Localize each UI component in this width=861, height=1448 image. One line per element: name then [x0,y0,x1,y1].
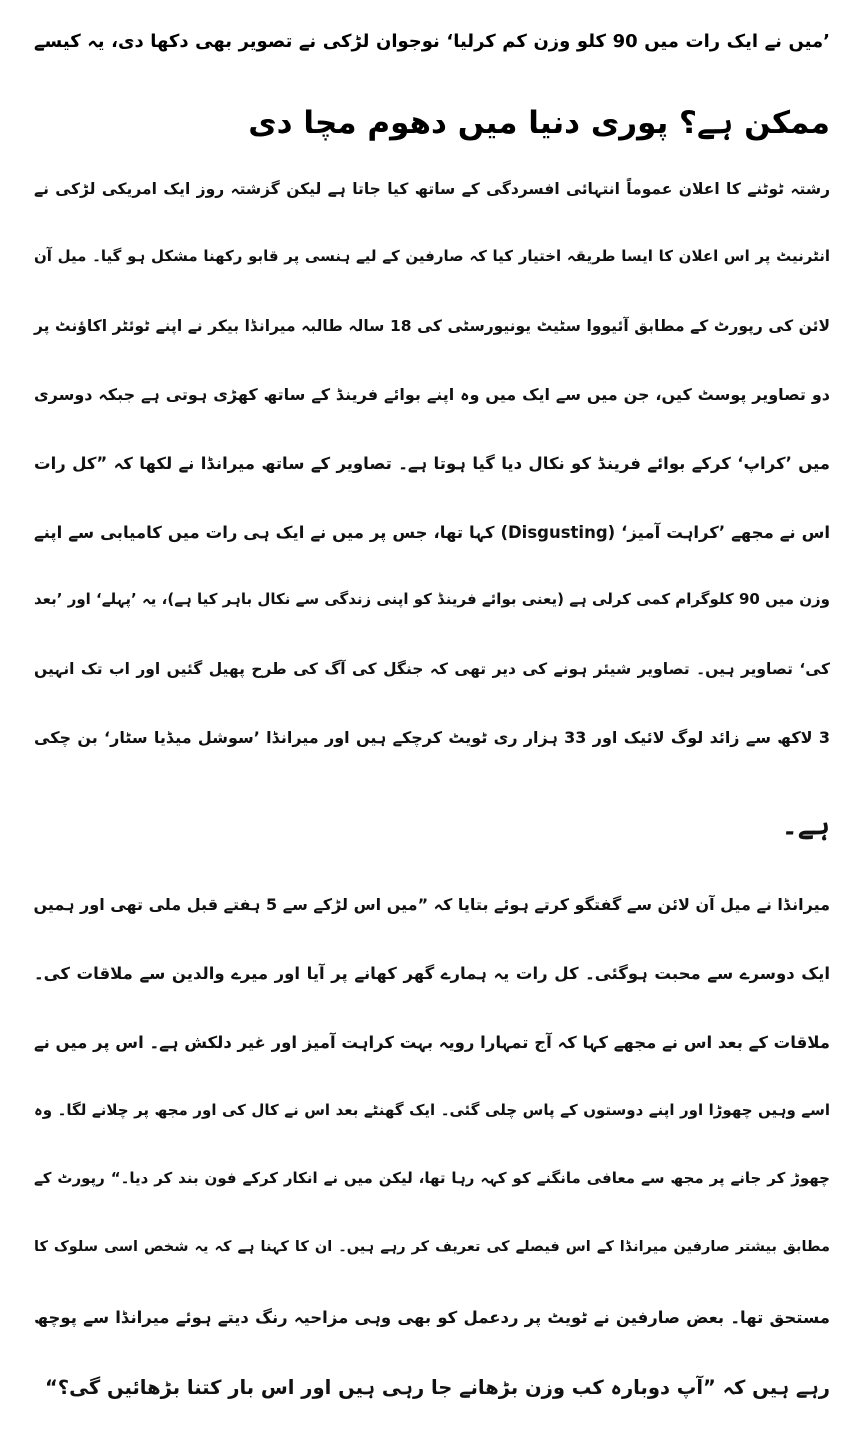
paragraph-line: ملاقات کے بعد اس نے مجھے کہا کہ آج تمہارا رویہ بہت کراہت آمیز اور غیر دلکش ہے۔ اس پر میں نے [33,1033,830,1052]
paragraph-line: میں ’کراپ‘ کرکے بوائے فرینڈ کو نکال دیا گیا ہوتا ہے۔ تصاویر کے ساتھ میرانڈا نے لکھا کہ ”کل رات [34,454,830,473]
paragraph-line: کی‘ تصاویر ہیں۔ تصاویر شیئر ہونے کی دیر تھی کہ جنگل کی آگ کی طرح پھیل گئیں اور اب تک انہیں [34,660,830,678]
paragraph-line: 3 لاکھ سے زائد لوگ لائیک اور 33 ہزار ری ٹویٹ کرچکے ہیں اور میرانڈا ’سوشل میڈیا سٹار‘ بن چکی [34,728,830,747]
paragraph-line: انٹرنیٹ پر اس اعلان کا ایسا طریقہ اختیار کیا کہ صارفین کے لیے ہنسی پر قابو رکھنا مشکل ہو گیا۔ میل آن [34,247,830,265]
paragraph-line: وزن میں 90 کلوگرام کمی کرلی ہے (یعنی بوائے فرینڈ کو اپنی زندگی سے نکال باہر کیا ہے)، یہ ’پہلے‘ اور ’بعد [34,590,830,608]
paragraph-line: رہے ہیں کہ ”آپ دوبارہ کب وزن بڑھانے جا رہی ہیں اور اس بار کتنا بڑھائیں گی؟“ [44,1376,830,1399]
paragraph-line: چھوڑ کر جانے پر مجھ سے معافی مانگنے کو کہہ رہا تھا، لیکن میں نے انکار کرکے فون بند کر دیا۔“ رپورٹ کے [34,1169,830,1187]
paragraph-line: مستحق تھا۔ بعض صارفین نے ٹویٹ پر ردعمل کو بھی وہی مزاحیہ رنگ دیتے ہوئے میرانڈا سے پوچھ [34,1308,830,1327]
paragraph-line: اسے وہیں چھوڑا اور اپنے دوستوں کے پاس چلی گئی۔ ایک گھنٹے بعد اس نے کال کی اور مجھ پر چلانے لگا۔ وہ [34,1101,830,1119]
paragraph-line: ایک دوسرے سے محبت ہوگئی۔ کل رات یہ ہمارے گھر کھانے پر آیا اور میرے والدین سے ملاقات کی۔ [34,964,830,983]
article-title-line: ’میں نے ایک رات میں 90 کلو وزن کم کرلیا‘ نوجوان لڑکی نے تصویر بھی دکھا دی، یہ کیسے [34,31,830,52]
paragraph-line: اس نے مجھے ’کراہت آمیز‘ (Disgusting) کہا تھا، جس پر میں نے ایک ہی رات میں کامیابی سے اپنے [34,523,830,542]
paragraph-line: دو تصاویر پوسٹ کیں، جن میں سے ایک میں وہ اپنے بوائے فرینڈ کے ساتھ کھڑی ہوتی ہے جبکہ دوسری [34,385,830,404]
paragraph-line: رشتہ ٹوٹنے کا اعلان عموماً انتہائی افسردگی کے ساتھ کیا جاتا ہے لیکن گزشتہ روز ایک امریکی لڑکی نے [34,180,830,198]
paragraph-line: مطابق بیشتر صارفین میرانڈا کے اس فیصلے کی تعریف کر رہے ہیں۔ ان کا کہنا ہے کہ یہ شخص اسی سلوک کا [34,1239,830,1255]
paragraph-line: لائن کی رپورٹ کے مطابق آئیووا سٹیٹ یونیورسٹی کی 18 سالہ طالبہ میرانڈا بیکر نے اپنے ٹوئٹر اکاؤنٹ پر [34,317,830,335]
paragraph-line: میرانڈا نے میل آن لائن سے گفتگو کرتے ہوئے بتایا کہ ”میں اس لڑکے سے 5 ہفتے قبل ملی تھی اور ہمیں [33,895,830,914]
article-title-line: ممکن ہے؟ پوری دنیا میں دھوم مچا دی [248,105,830,141]
paragraph-line: ہے۔ [781,809,830,841]
